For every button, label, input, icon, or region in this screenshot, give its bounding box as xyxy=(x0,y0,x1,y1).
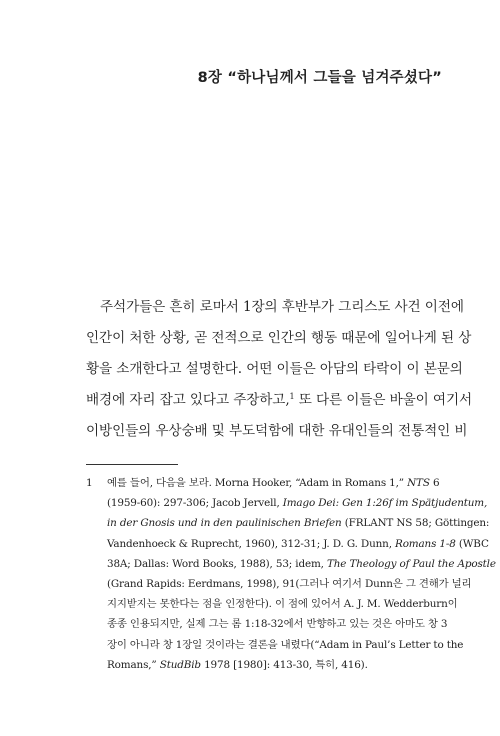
footnote-segment: Vandenhoeck & Ruprecht, 1960), 312-31; J. D. G. Dunn, xyxy=(107,537,396,550)
footnote-line xyxy=(107,655,452,675)
body-line: 이방인들의 우상숭배 및 부도덕함에 대한 유대인들의 전통적인 비 xyxy=(86,423,468,439)
body-line: 인간이 처한 상황, 곧 전적으로 인간의 행동 때문에 일어나게 된 상 xyxy=(86,330,472,346)
footnote-segment: 1978 [1980]: 413-30, 특히, 416). xyxy=(200,658,368,671)
footnote-segment: 38A; Dallas: Word Books, 1988), 53; idem, xyxy=(107,557,327,570)
body-text-segment: 또 다른 이들은 바울이 여기서 xyxy=(294,392,473,408)
footnote-book-title: The Theology of Paul the Apostle xyxy=(326,557,496,570)
footnote-segment: (FRLANT NS 58; Göttingen: xyxy=(341,517,490,530)
footnote-line: 장이 아니라 창 1장일 것이라는 결론을 내렸다(“Adam in Paul’s Letter to the xyxy=(107,638,464,651)
footnote-book-title: Romans 1-8 xyxy=(395,537,456,550)
footnote-line xyxy=(107,534,489,554)
footnote-line xyxy=(107,493,488,513)
footnote-book-title: in der Gnosis und in den paulinischen Briefen xyxy=(107,517,342,530)
footnote-line xyxy=(107,473,452,493)
body-line: 황을 소개한다고 설명한다. 어떤 이들은 아담의 타락이 이 본문의 xyxy=(86,361,463,377)
footnote-segment: 6 xyxy=(429,477,440,489)
footnote-reference: 1 xyxy=(289,392,295,401)
footnote-number: 1 xyxy=(86,477,93,489)
chapter-title: 8장 “하나님께서 그들을 넘겨주셨다” xyxy=(197,70,442,86)
footnote-text xyxy=(107,473,496,675)
footnote-line xyxy=(107,554,496,574)
body-text-segment: 배경에 자리 잡고 있다고 주장하고, xyxy=(86,392,290,408)
body-line xyxy=(86,385,473,416)
footnote-book-title: Imago Dei: Gen 1:26f im Spätjudentum, xyxy=(282,497,488,510)
footnote-segment: (WBC xyxy=(455,537,489,550)
footnote-line: 종종 인용되지만, 실제 그는 롬 1:18-32에서 반향하고 있는 것은 아마도 창 3 xyxy=(107,618,448,631)
footnote-journal-title: NTS xyxy=(407,477,430,489)
footnote-journal-title: StudBib xyxy=(159,658,201,671)
footnote-segment: Romans,” xyxy=(107,658,160,671)
footnote-separator xyxy=(86,464,178,465)
footnote-line xyxy=(107,513,490,533)
body-paragraph xyxy=(86,292,473,447)
footnote-line: (Grand Rapids: Eerdmans, 1998), 91(그러나 여기서 Dunn은 그 견해가 널리 xyxy=(107,577,472,590)
footnote-segment: (1959-60): 297-306; Jacob Jervell, xyxy=(107,497,283,510)
footnote-segment: 예를 들어, 다음을 보라. Morna Hooker, “Adam in Romans 1,” xyxy=(107,477,408,489)
footnote-line: 지지받지는 못한다는 점을 인정한다). 이 점에 있어서 A. J. M. Wedderburn이 xyxy=(107,598,458,611)
body-line: 주석가들은 흔히 로마서 1장의 후반부가 그리스도 사건 이전에 xyxy=(100,299,464,315)
